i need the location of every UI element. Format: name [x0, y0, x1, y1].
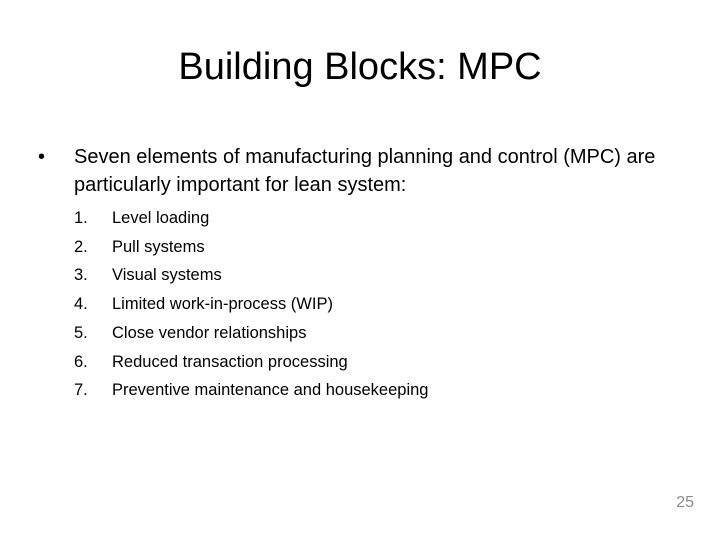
list-item-number: 3. [74, 266, 88, 285]
list-item-label: Reduced transaction processing [112, 352, 348, 371]
list-item-number: 1. [74, 209, 88, 227]
list-item-number: 4. [74, 295, 88, 314]
list-item-label: Visual systems [112, 266, 222, 285]
slide-title: Building Blocks: MPC [178, 46, 542, 88]
list-item [74, 290, 428, 319]
numbered-list [74, 204, 428, 405]
list-item-label: Close vendor relationships [112, 323, 307, 342]
list-item-label: Limited work-in-process (WIP) [112, 295, 333, 314]
list-item [74, 376, 428, 405]
list-item-number: 7. [74, 381, 88, 400]
page-number: 25 [676, 494, 694, 511]
bullet-marker: • [38, 146, 46, 168]
list-item [74, 233, 428, 262]
list-item-number: 6. [74, 352, 88, 371]
list-item [74, 204, 428, 233]
list-item-label: Level loading [112, 209, 210, 227]
list-item [74, 261, 428, 290]
list-item-label: Pull systems [112, 237, 205, 256]
list-item [74, 348, 428, 377]
list-item-number: 2. [74, 237, 88, 256]
bullet-text: Seven elements of manufacturing planning and control (MPC) are particularly important for lean system: [74, 146, 656, 196]
bullet-item [36, 143, 676, 199]
list-item-number: 5. [74, 323, 88, 342]
list-item [74, 319, 428, 348]
list-item-label: Preventive maintenance and housekeeping [112, 381, 429, 400]
bullet-block [36, 143, 676, 199]
